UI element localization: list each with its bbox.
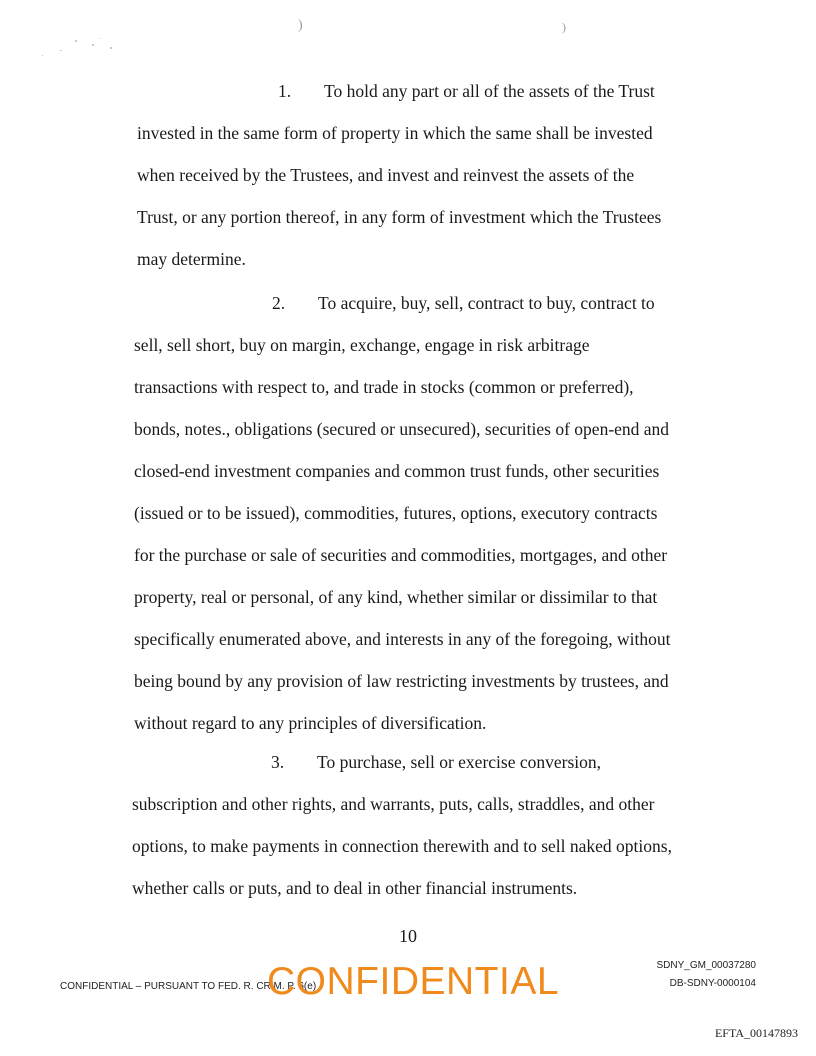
- paragraph-1: [137, 70, 661, 280]
- bates-number-sdny-gm: SDNY_GM_00037280: [656, 960, 756, 971]
- paragraph-number: 3.: [271, 752, 285, 772]
- paragraph-number: 2.: [272, 293, 286, 313]
- paragraph-2: [134, 282, 671, 744]
- text-line: without regard to any principles of diversification.: [134, 713, 487, 733]
- text-line: To purchase, sell or exercise conversion,: [317, 752, 602, 772]
- text-line: bonds, notes., obligations (secured or unsecured), securities of open-end and: [134, 419, 670, 439]
- text-line: options, to make payments in connection therewith and to sell naked options,: [132, 836, 672, 856]
- text-line: specifically enumerated above, and interests in any of the foregoing, without: [134, 629, 671, 649]
- confidentiality-notice: CONFIDENTIAL – PURSUANT TO FED. R. CRIM. P. 6(e): [60, 981, 317, 992]
- text-line: To hold any part or all of the assets of the Trust: [324, 81, 655, 101]
- text-line: being bound by any provision of law restricting investments by trustees, and: [134, 671, 669, 691]
- bates-number-db-sdny: DB-SDNY-0000104: [669, 978, 756, 989]
- text-line: when received by the Trustees, and invest and reinvest the assets of the: [137, 165, 635, 185]
- efta-number: EFTA_00147893: [714, 1026, 798, 1040]
- text-line: sell, sell short, buy on margin, exchange, engage in risk arbitrage: [134, 335, 590, 355]
- paragraph-3: [132, 741, 672, 909]
- text-line: for the purchase or sale of securities and commodities, mortgages, and other: [134, 545, 668, 565]
- text-line: To acquire, buy, sell, contract to buy, contract to: [318, 293, 655, 313]
- paragraph-number: 1.: [278, 81, 292, 101]
- text-line: transactions with respect to, and trade in stocks (common or preferred),: [134, 377, 634, 397]
- text-line: subscription and other rights, and warrants, puts, calls, straddles, and other: [132, 794, 655, 814]
- text-line: may determine.: [137, 249, 246, 269]
- confidential-stamp: CONFIDENTIAL: [267, 960, 560, 1003]
- scan-mark: ): [562, 20, 566, 34]
- text-line: (issued or to be issued), commodities, futures, options, executory contracts: [134, 503, 658, 523]
- text-line: closed-end investment companies and common trust funds, other securities: [134, 461, 660, 481]
- text-line: property, real or personal, of any kind, whether similar or dissimilar to that: [134, 587, 658, 607]
- text-line: Trust, or any portion thereof, in any form of investment which the Trustees: [137, 207, 662, 227]
- text-line: invested in the same form of property in which the same shall be invested: [137, 123, 653, 143]
- text-line: whether calls or puts, and to deal in other financial instruments.: [132, 878, 578, 898]
- scan-mark: ): [298, 18, 303, 33]
- page-number: 10: [399, 926, 417, 946]
